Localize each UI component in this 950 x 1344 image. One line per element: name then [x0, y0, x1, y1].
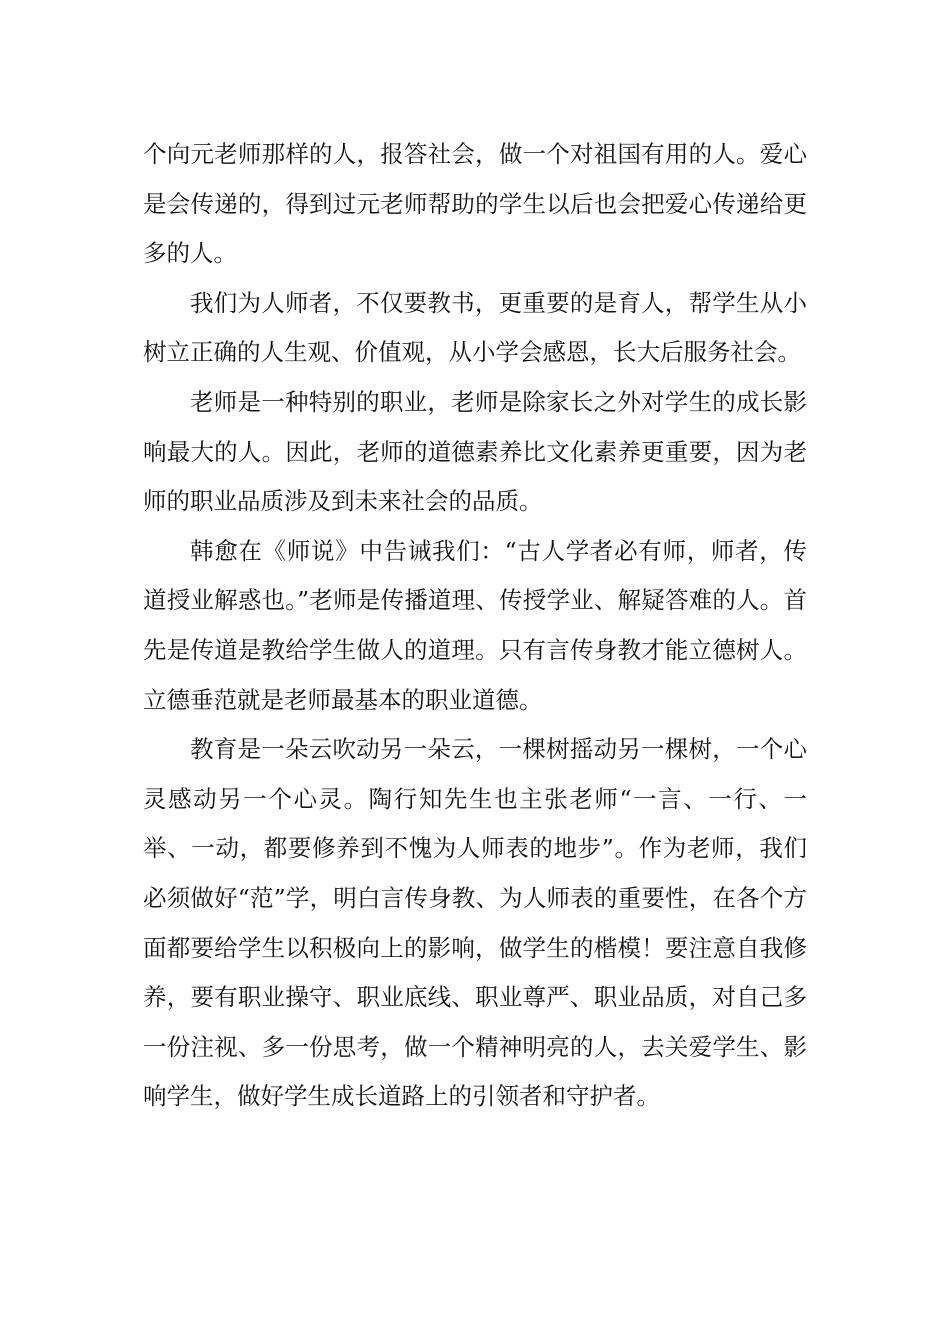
paragraph: 我们为人师者，不仅要教书，更重要的是育人，帮学生从小树立正确的人生观、价值观，从小学会感恩，长大后服务社会。	[143, 288, 807, 367]
paragraph: 教育是一朵云吹动另一朵云，一棵树摇动另一棵树，一个心灵感动另一个心灵。陶行知先生也主张老师“一言、一行、一举、一动，都要修养到不愧为人师表的地步”。作为老师，我们必须做好“范”学，明白言传身教、为人师表的重要性，在各个方面都要给学生以积极向上的影响，做学生的楷模！要注意自我修养，要有职业操守、职业底线、职业尊严、职业品质，对自己多一份注视、多一份思考，做一个精神明亮的人，去关爱学生、影响学生，做好学生成长道路上的引领者和守护者。	[143, 735, 807, 1111]
paragraph: 韩愈在《师说》中告诫我们：“古人学者必有师，师者，传道授业解惑也。”老师是传播道理、传授学业、解疑答难的人。首先是传道是教给学生做人的道理。只有言传身教才能立德树人。立德垂范就是老师最基本的职业道德。	[143, 536, 807, 714]
paragraph-continuation: 个向元老师那样的人，报答社会，做一个对祖国有用的人。爱心是会传递的，得到过元老师帮助的学生以后也会把爱心传递给更多的人。	[143, 140, 807, 268]
paragraph: 老师是一种特别的职业，老师是除家长之外对学生的成长影响最大的人。因此，老师的道德素养比文化素养更重要，因为老师的职业品质涉及到未来社会的品质。	[143, 387, 807, 516]
document-body	[143, 130, 807, 1122]
